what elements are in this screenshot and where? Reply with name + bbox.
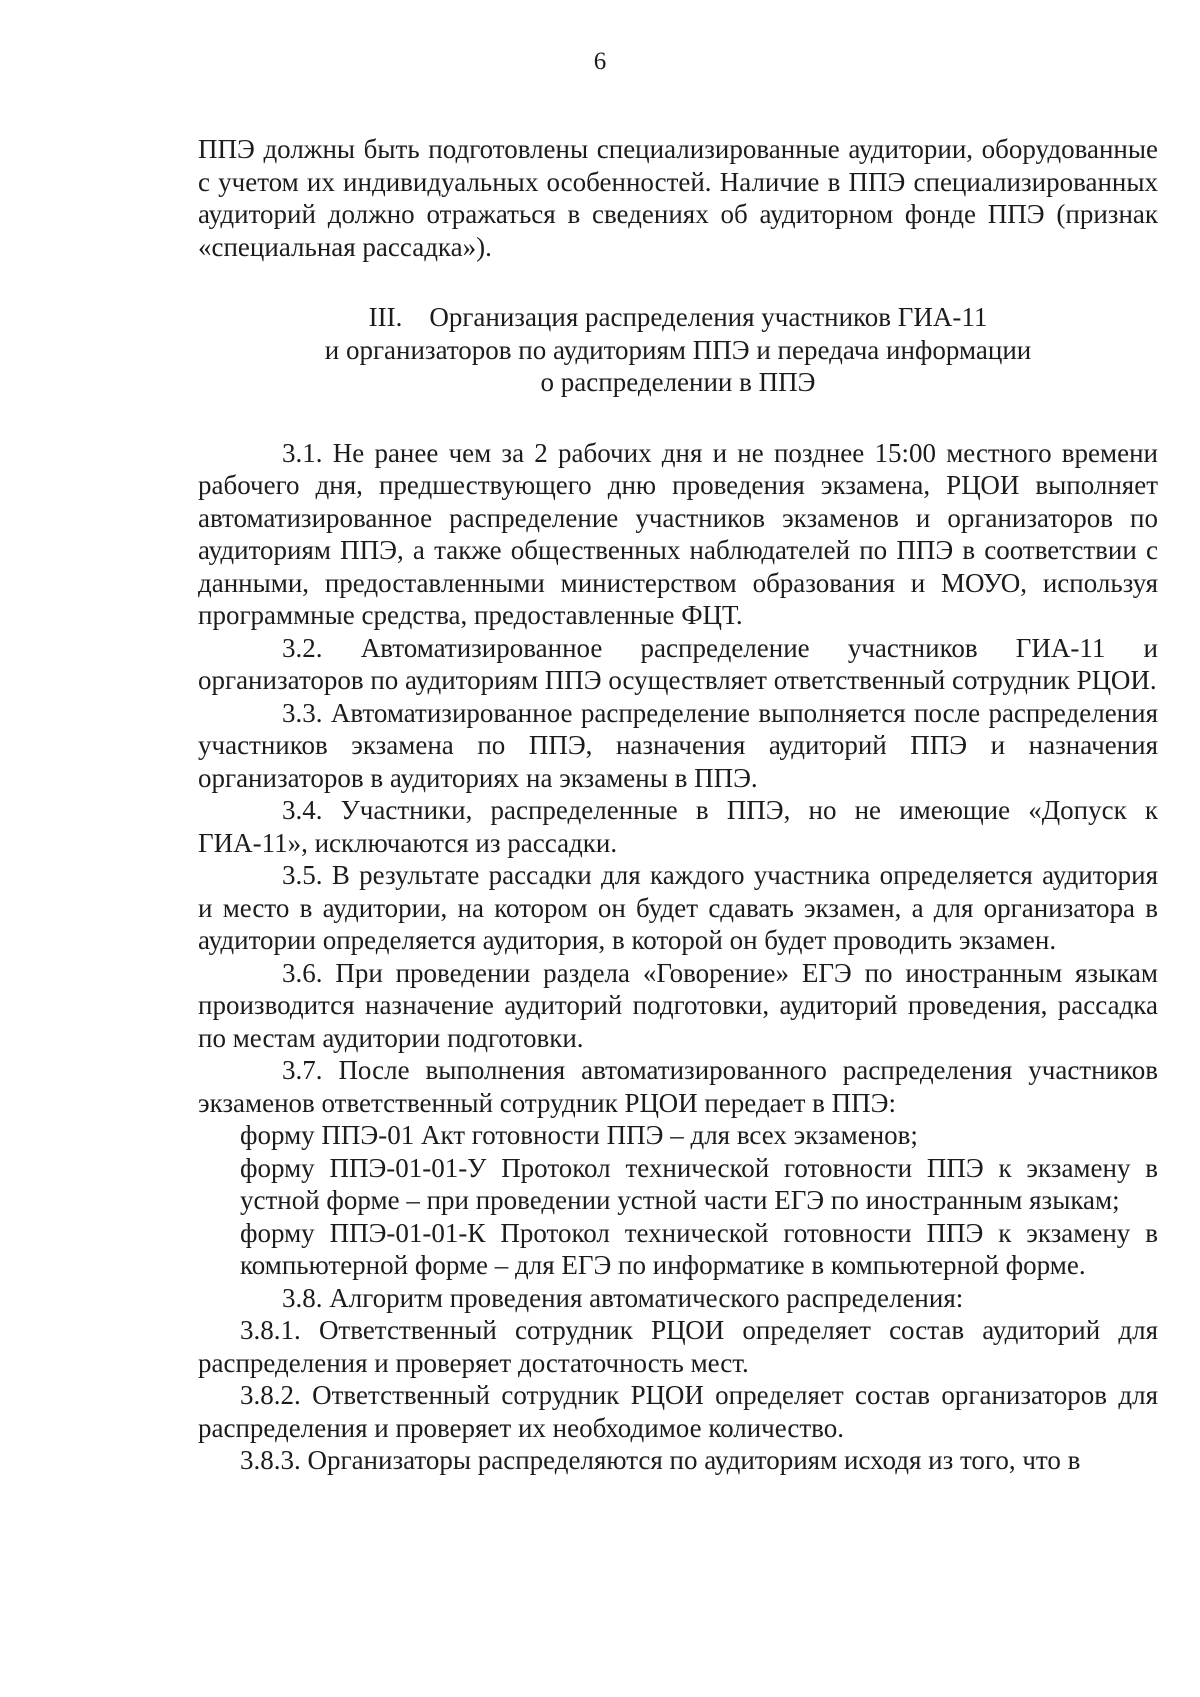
item-number: 3.2. — [282, 632, 323, 663]
item-number: 3.5. — [282, 860, 323, 890]
item-3-8 — [198, 1282, 1158, 1315]
intro-paragraph: ППЭ должны быть подготовлены специализированные аудитории, оборудованные с учетом их индивидуальных особенностей. Наличие в ППЭ специализированных аудиторий должно отражаться в сведениях об аудиторном фонде ППЭ (признак «специальная рассадка»). — [198, 134, 1158, 262]
item-text: Ответственный сотрудник РЦОИ определяет состав аудиторий для распределения и проверяет достаточность мест. — [198, 1315, 1158, 1378]
item-text: Автоматизированное распределение участников ГИА-11 и организаторов по аудиториям ППЭ осуществляет ответственный сотрудник РЦОИ. — [198, 632, 1158, 695]
section-title-text-1: Организация распределения участников ГИА-11 — [429, 302, 988, 332]
item-number: 3.4. — [282, 795, 323, 825]
item-text: Алгоритм проведения автоматического распределения: — [329, 1282, 964, 1313]
item-text: Автоматизированное распределение выполняется после распределения участников экзамена по ППЭ, назначения аудиторий ППЭ и назначения организаторов в аудиториях на экзамены в ППЭ. — [198, 697, 1158, 793]
item-text: Организаторы распределяются по аудиториям исходя из того, что в — [307, 1445, 1081, 1475]
document-body — [198, 133, 1158, 1477]
item-3-8-3 — [198, 1444, 1158, 1477]
item-number: 3.8.1. — [240, 1315, 301, 1345]
section-heading — [198, 301, 1158, 399]
item-text: После выполнения автоматизированного распределения участников экзаменов ответственный сотрудник РЦОИ передает в ППЭ: — [198, 1055, 1158, 1118]
item-3-3 — [198, 697, 1158, 795]
form-item: форму ППЭ-01-01-К Протокол технической готовности ППЭ к экзамену в компьютерной форме – для ЕГЭ по информатике в компьютерной форме. — [240, 1217, 1158, 1280]
form-item: форму ППЭ-01-01-У Протокол технической готовности ППЭ к экзамену в устной форме – при проведении устной части ЕГЭ по иностранным языкам; — [240, 1152, 1158, 1215]
item-number: 3.3. — [282, 697, 323, 728]
item-text: Не ранее чем за 2 рабочих дня и не позднее 15:00 местного времени рабочего дня, предшествующего дню проведения экзамена, РЦОИ выполняет автоматизированное распределение участников экзаменов и организаторов по аудиториям ППЭ, а также общественных наблюдателей по ППЭ в соответствии с данными, предоставленными министерством образования и МОУО, используя программные средства, предоставленные ФЦТ. — [198, 437, 1158, 630]
item-3-1 — [198, 437, 1158, 632]
item-number: 3.7. — [282, 1055, 323, 1085]
item-3-2 — [198, 632, 1158, 697]
section-title-line-3: о распределении в ППЭ — [540, 367, 816, 397]
item-number: 3.8. — [282, 1282, 323, 1313]
item-number: 3.6. — [282, 957, 323, 988]
item-3-8-2 — [198, 1379, 1158, 1444]
item-3-5 — [198, 859, 1158, 957]
item-number: 3.8.3. — [240, 1445, 301, 1475]
item-text: Участники, распределенные в ППЭ, но не имеющие «Допуск к ГИА-11», исключаются из рассадки. — [198, 795, 1158, 858]
page-number: 6 — [593, 48, 607, 75]
item-3-4 — [198, 794, 1158, 859]
form-item: форму ППЭ-01 Акт готовности ППЭ – для всех экзаменов; — [240, 1120, 918, 1150]
item-text: В результате рассадки для каждого участника определяется аудитория и место в аудитории, на котором он будет сдавать экзамен, а для организатора в аудитории определяется аудитория, в которой он будет проводить экзамен. — [198, 860, 1159, 955]
item-number: 3.8.2. — [240, 1380, 301, 1410]
item-number: 3.1. — [282, 437, 323, 468]
section-number: III. — [368, 302, 403, 332]
item-3-8-1 — [198, 1314, 1158, 1379]
item-3-6 — [198, 957, 1158, 1055]
item-3-7 — [198, 1054, 1158, 1119]
item-text: При проведении раздела «Говорение» ЕГЭ по иностранным языкам производится назначение аудиторий подготовки, аудиторий проведения, рассадка по местам аудитории подготовки. — [198, 957, 1158, 1053]
section-title-line-1 — [198, 301, 1158, 334]
item-text: Ответственный сотрудник РЦОИ определяет состав организаторов для распределения и проверяет их необходимое количество. — [198, 1380, 1158, 1443]
section-title-line-2: и организаторов по аудиториям ППЭ и передача информации — [324, 334, 1032, 365]
